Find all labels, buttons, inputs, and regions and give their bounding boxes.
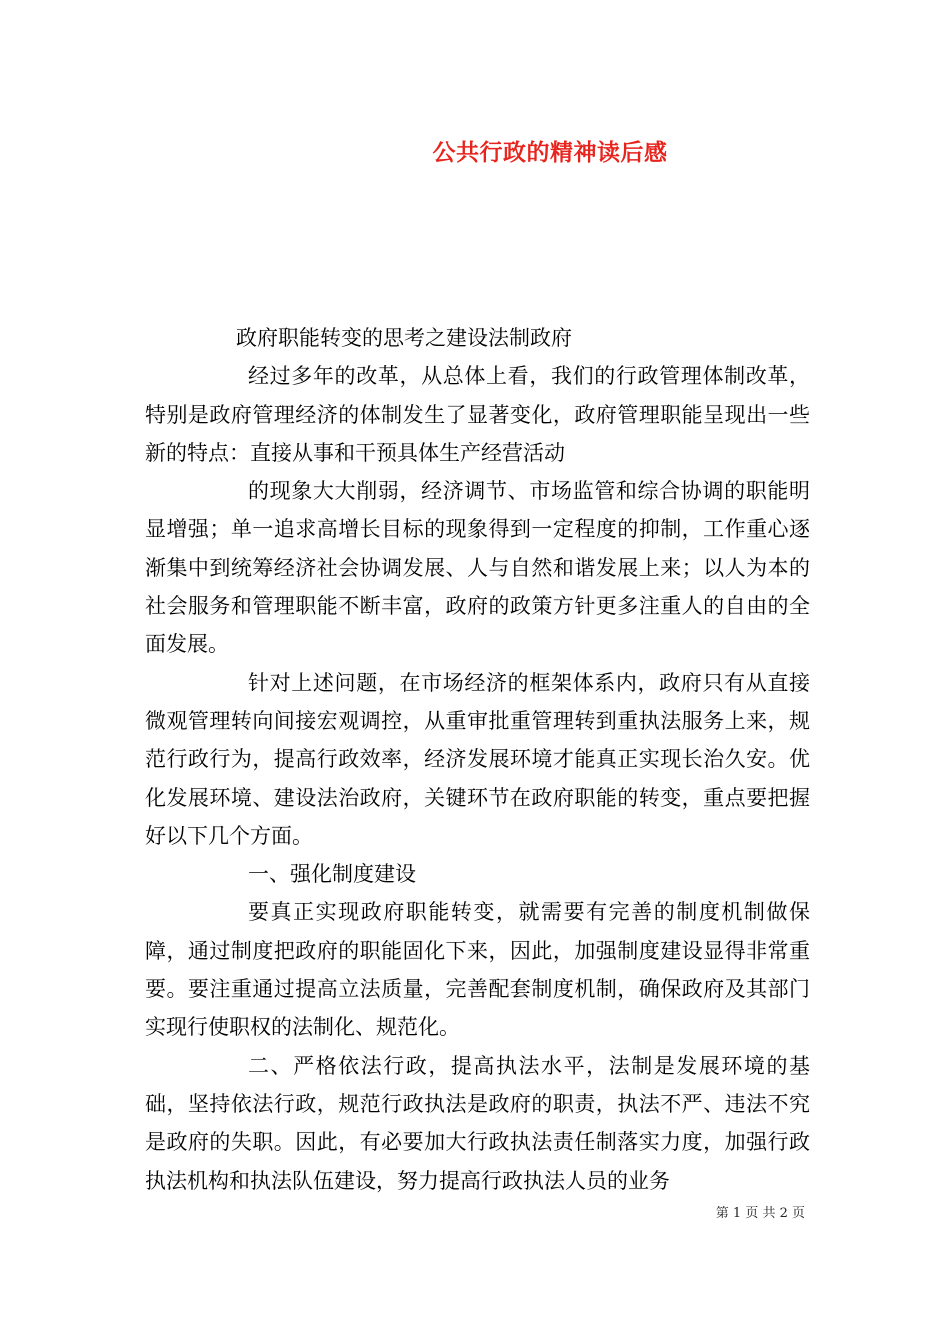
paragraph-1: 经过多年的改革，从总体上看，我们的行政管理体制改革，特别是政府管理经济的体制发生了显著变化，政府管理职能呈现出一些新的特点：直接从事和干预具体生产经营活动 xyxy=(145,364,810,465)
section-heading-1: 一、强化制度建设 xyxy=(248,862,416,887)
page-number-footer: 第 1 页 共 2 页 xyxy=(715,1206,805,1221)
document-body xyxy=(145,319,810,1200)
paragraph-5: 二、严格依法行政，提高执法水平，法制是发展环境的基础，坚持依法行政，规范行政执法是政府的职责，执法不严、违法不究是政府的失职。因此，有必要加大行政执法责任制落实力度，加强行政执法机构和执法队伍建设，努力提高行政执法人员的业务 xyxy=(145,1053,810,1193)
paragraph-2: 的现象大大削弱，经济调节、市场监管和综合协调的职能明显增强；单一追求高增长目标的现象得到一定程度的抑制，工作重心逐渐集中到统筹经济社会协调发展、人与自然和谐发展上来；以人为本的社会服务和管理职能不断丰富，政府的政策方针更多注重人的自由的全面发展。 xyxy=(145,479,810,657)
document-title: 公共行政的精神读后感 xyxy=(432,139,668,166)
paragraph-4: 要真正实现政府职能转变，就需要有完善的制度机制做保障，通过制度把政府的职能固化下来，因此，加强制度建设显得非常重要。要注重通过提高立法质量，完善配套制度机制，确保政府及其部门实现行使职权的法制化、规范化。 xyxy=(145,900,810,1040)
document-subheading: 政府职能转变的思考之建设法制政府 xyxy=(236,326,572,350)
paragraph-3: 针对上述问题，在市场经济的框架体系内，政府只有从直接微观管理转向间接宏观调控，从重审批重管理转到重执法服务上来，规范行政行为，提高行政效率，经济发展环境才能真正实现长治久安。优化发展环境、建设法治政府，关键环节在政府职能的转变，重点要把握好以下几个方面。 xyxy=(145,670,810,848)
